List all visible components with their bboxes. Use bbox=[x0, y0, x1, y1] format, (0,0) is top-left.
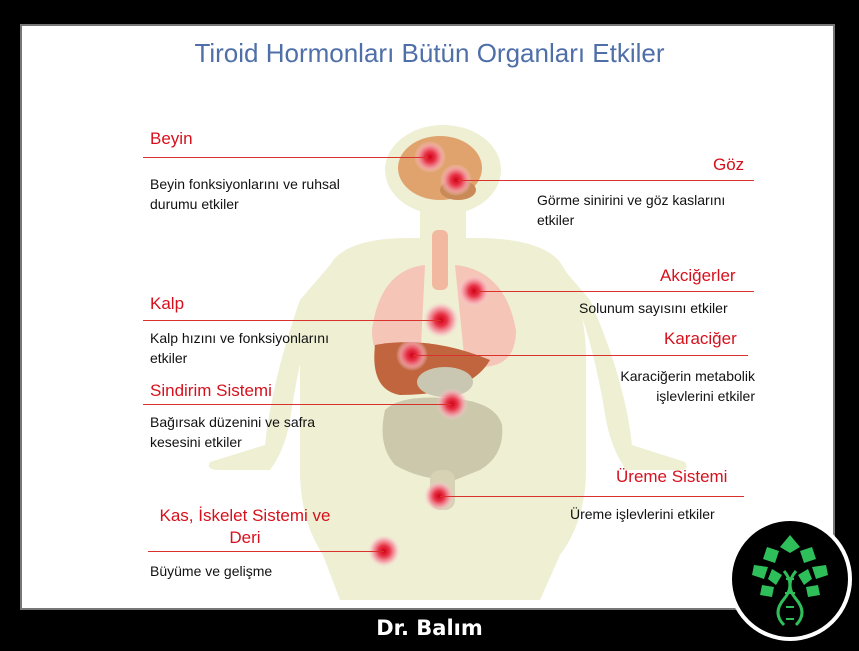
line-kalp bbox=[143, 320, 441, 321]
desc-beyin: Beyin fonksiyonlarını ve ruhsal durumu etkiler bbox=[150, 176, 340, 212]
line-beyin bbox=[143, 157, 428, 158]
desc-akcigerler: Solunum sayısını etkiler bbox=[579, 300, 728, 316]
desc-karaciger: Karaciğerin metabolik işlevlerini etkiler bbox=[620, 368, 755, 404]
desc-kas-iskelet: Büyüme ve gelişme bbox=[150, 563, 273, 579]
heading-akcigerler: Akciğerler bbox=[660, 266, 736, 285]
heading-kas-iskelet: Kas, İskelet Sistemi ve Deri bbox=[159, 506, 331, 547]
line-sindirim bbox=[143, 404, 452, 405]
line-akcigerler bbox=[476, 291, 754, 292]
desc-ureme: Üreme işlevlerini etkiler bbox=[570, 506, 715, 522]
line-goz bbox=[458, 180, 754, 181]
heading-karaciger: Karaciğer bbox=[664, 329, 737, 348]
title: Tiroid Hormonları Bütün Organları Etkiler bbox=[194, 38, 665, 68]
line-karaciger bbox=[413, 355, 748, 356]
desc-sindirim: Bağırsak düzenini ve safra kesesini etkiler bbox=[150, 414, 315, 450]
tree-logo bbox=[728, 517, 852, 641]
line-ureme bbox=[440, 496, 744, 497]
footer-credit: Dr. Balım bbox=[376, 616, 483, 640]
desc-goz: Görme sinirini ve göz kaslarını etkiler bbox=[537, 192, 726, 228]
heading-ureme: Üreme Sistemi bbox=[616, 467, 728, 486]
trachea bbox=[432, 230, 448, 290]
desc-kalp: Kalp hızını ve fonksiyonlarını etkiler bbox=[150, 330, 329, 366]
heading-goz: Göz bbox=[713, 155, 745, 174]
heading-kalp: Kalp bbox=[150, 294, 185, 313]
line-kas-iskelet bbox=[148, 551, 384, 552]
heading-beyin: Beyin bbox=[150, 129, 193, 148]
heading-sindirim: Sindirim Sistemi bbox=[150, 381, 272, 400]
tree-dna-icon bbox=[732, 521, 848, 637]
